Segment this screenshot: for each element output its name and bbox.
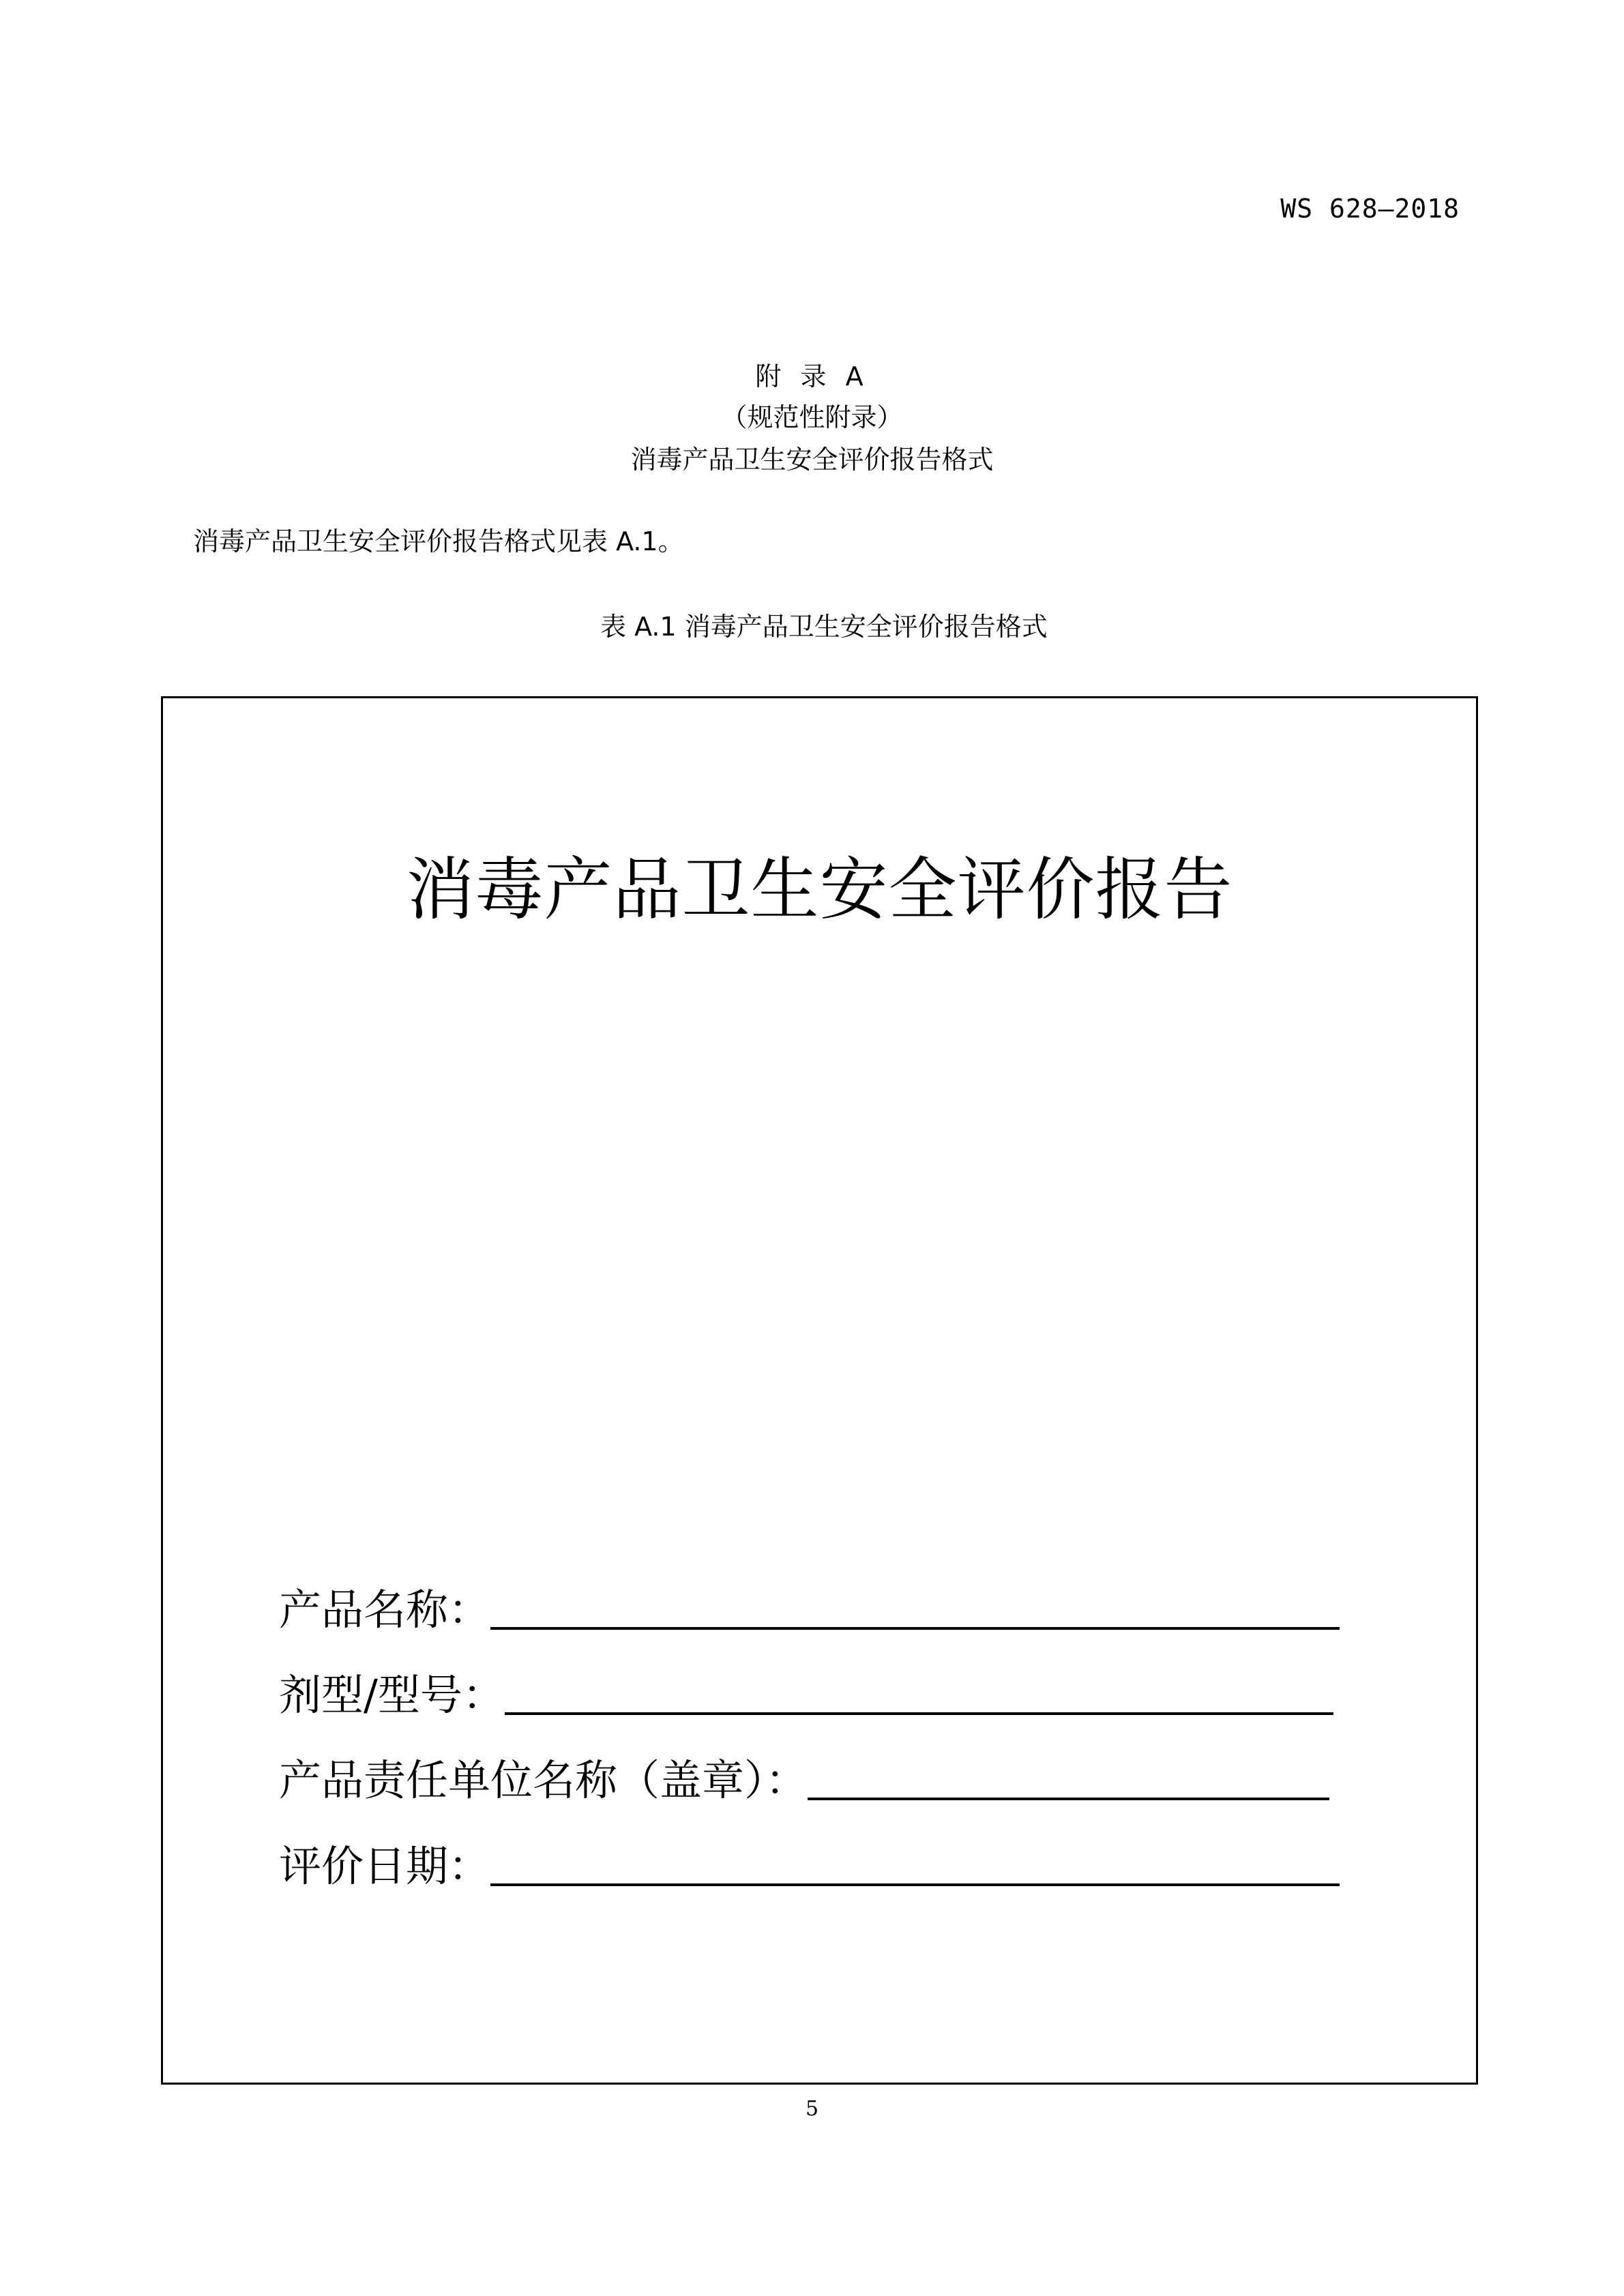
form-field-dosage-model <box>279 1671 1333 1719</box>
field-label: 剂型/型号： <box>279 1670 505 1720</box>
field-label: 评价日期： <box>279 1841 491 1891</box>
intro-paragraph: 消毒产品卫生安全评价报告格式见表 A.1。 <box>193 526 684 556</box>
appendix-nature: （规范性附录） <box>721 402 903 432</box>
form-field-evaluation-date <box>279 1843 1340 1890</box>
field-label: 产品责任单位名称（盖章）： <box>279 1755 808 1805</box>
field-label: 产品名称： <box>279 1585 491 1635</box>
report-form-box <box>161 696 1478 2085</box>
form-field-responsible-unit <box>279 1757 1329 1804</box>
fill-in-line <box>808 1798 1329 1800</box>
standard-id: WS 628—2018 <box>1280 194 1460 224</box>
appendix-title: 附 录 A <box>755 361 869 391</box>
form-field-product-name <box>279 1586 1340 1634</box>
fill-in-line <box>490 1627 1340 1630</box>
table-caption: 表 A.1 消毒产品卫生安全评价报告格式 <box>600 612 1048 642</box>
report-title: 消毒产品卫生安全评价报告 <box>406 850 1233 929</box>
fill-in-line <box>505 1712 1333 1715</box>
appendix-name: 消毒产品卫生安全评价报告格式 <box>630 445 994 475</box>
fill-in-line <box>490 1883 1340 1886</box>
page-number: 5 <box>805 2097 819 2121</box>
